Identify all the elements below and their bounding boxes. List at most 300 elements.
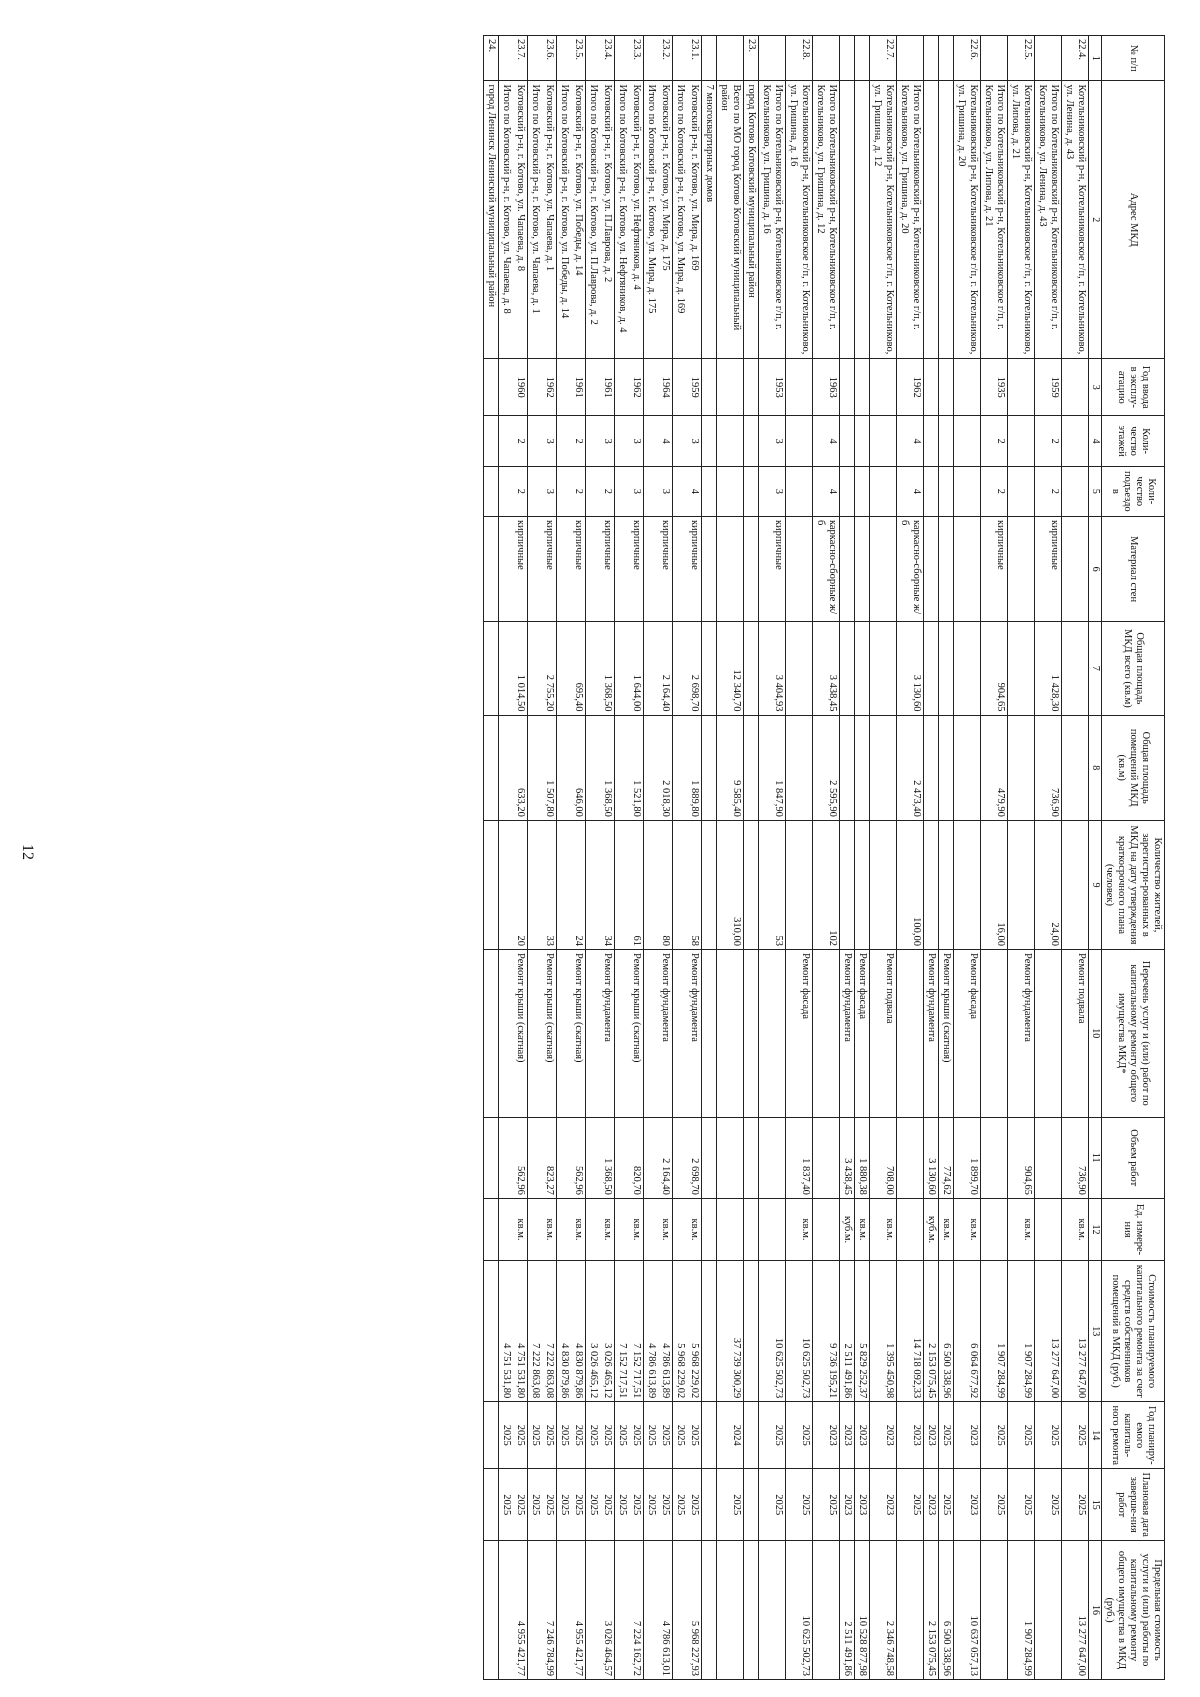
cell-value: 1962 <box>544 376 555 398</box>
cell-value: 14 718 092,33 <box>911 1337 922 1399</box>
cell-value: 2025 <box>515 1424 526 1446</box>
cell-value: 1960 <box>515 376 526 398</box>
cell-limit <box>1035 1541 1062 1680</box>
cell-limit <box>557 1541 586 1680</box>
header-c9: Количество жителей, зарегистри-рованных в МКД на дату утверждения краткосрочного плана (человек) <box>1102 820 1165 949</box>
cell-unit <box>717 1198 744 1260</box>
cell-people <box>702 820 717 949</box>
cell-y2 <box>717 1469 744 1541</box>
cell-y1 <box>717 1402 744 1469</box>
column-number: 7 <box>1089 622 1102 715</box>
page-number: 12 <box>19 844 36 860</box>
cell-value: 23.3. <box>631 39 642 60</box>
cell-floors <box>644 416 673 466</box>
column-number: 8 <box>1089 715 1102 820</box>
cell-value: 2023 <box>842 1424 853 1446</box>
table-body <box>484 36 1089 1680</box>
cell-value: 2025 <box>544 1494 555 1516</box>
cell-subtotal-value: 2025 <box>530 1424 541 1446</box>
cell-y2 <box>840 1469 855 1541</box>
cell-work <box>744 950 759 1118</box>
cell-year <box>744 359 759 416</box>
cell-unit <box>840 1198 855 1260</box>
cell-y2 <box>870 1469 897 1541</box>
cell-value: 3 130,60 <box>926 1158 937 1195</box>
cell-n <box>586 36 615 81</box>
cell-value: 12 340,70 <box>731 669 742 712</box>
cell-total <box>897 622 924 715</box>
cell-value: 22.7. <box>884 39 895 60</box>
cell-wall <box>1008 516 1035 621</box>
cell-vol <box>786 1117 813 1198</box>
cell-addr <box>840 81 855 359</box>
cell-year <box>1035 359 1062 416</box>
cell-vol <box>924 1117 939 1198</box>
cell-total <box>786 622 813 715</box>
cell-subtotal-value: Итого по Котовский р-н, г. Котово, ул. Победы, д. 14 <box>559 84 570 319</box>
cell-value: 2025 <box>631 1424 642 1446</box>
cell-value: 1 014,50 <box>515 674 526 712</box>
cell-value: 562,96 <box>515 1166 526 1195</box>
cell-y2 <box>673 1469 702 1541</box>
cell-area <box>557 715 586 820</box>
cell-value: 5 968 227,93 <box>689 1620 700 1676</box>
cell-value: каркасно-сборные ж/б <box>899 519 922 615</box>
cell-value: 633,20 <box>515 787 526 817</box>
cell-value: Ремонт фундамента <box>602 953 613 1042</box>
cell-cost <box>939 1261 954 1402</box>
cell-y1 <box>1062 1402 1089 1469</box>
cell-value: 2025 <box>941 1424 952 1446</box>
cell-value: 1964 <box>660 376 671 398</box>
cell-value: 1 368,50 <box>602 674 613 712</box>
cell-value: 1 368,50 <box>602 780 613 817</box>
cell-vol <box>499 1117 528 1198</box>
header-c12: Ед. измере-ния <box>1102 1198 1165 1260</box>
cell-area <box>870 715 897 820</box>
cell-value: каркасно-сборные ж/б <box>815 519 838 615</box>
cell-value: 708,00 <box>884 1166 895 1195</box>
cell-cost <box>744 1261 759 1402</box>
cell-work <box>1035 950 1062 1118</box>
table-row <box>528 36 557 1680</box>
cell-year <box>1062 359 1089 416</box>
column-number: 13 <box>1089 1261 1102 1402</box>
cell-subtotal-value: 2025 <box>675 1494 686 1516</box>
cell-wall <box>644 516 673 621</box>
cell-n <box>813 36 840 81</box>
cell-value: кирпичные <box>544 519 555 570</box>
cell-value: 10 625 502,73 <box>800 1337 811 1399</box>
cell-work <box>840 950 855 1118</box>
cell-value: 22.4. <box>1076 39 1087 60</box>
cell-wall <box>586 516 615 621</box>
cell-n <box>897 36 924 81</box>
cell-value: 2023 <box>884 1494 895 1516</box>
cell-year <box>870 359 897 416</box>
table-row <box>557 36 586 1680</box>
cell-value: Всего по МО город Котово Котовский муниципальный район <box>719 84 742 331</box>
cell-value: 23.2. <box>660 39 671 60</box>
cell-cost <box>528 1261 557 1402</box>
cell-value: 13 277 647,00 <box>1049 1337 1060 1399</box>
cell-entr <box>1008 466 1035 516</box>
cell-y1 <box>557 1402 586 1469</box>
cell-value: 2023 <box>968 1424 979 1446</box>
cell-work <box>557 950 586 1118</box>
cell-value: Котовский р-н, г. Котово, ул. Мира, д. 175 <box>660 84 671 271</box>
cell-wall <box>954 516 981 621</box>
cell-value: 3 404,93 <box>773 674 784 712</box>
cell-vol <box>954 1117 981 1198</box>
table-row <box>870 36 897 1680</box>
cell-entr <box>1062 466 1089 516</box>
cell-total <box>673 622 702 715</box>
cell-wall <box>897 516 924 621</box>
cell-value: 2 018,30 <box>660 780 671 817</box>
cell-work <box>586 950 615 1118</box>
cell-y1 <box>1035 1402 1062 1469</box>
cell-value: 2025 <box>800 1494 811 1516</box>
cell-wall <box>528 516 557 621</box>
cell-value: 2025 <box>573 1494 584 1516</box>
cell-value: 2025 <box>1022 1424 1033 1446</box>
table-row <box>1062 36 1089 1680</box>
cell-area <box>954 715 981 820</box>
cell-total <box>1035 622 1062 715</box>
cell-value: кв.м. <box>968 1218 979 1241</box>
cell-entr <box>813 466 840 516</box>
cell-value: 1 889,80 <box>689 780 700 817</box>
cell-y1 <box>586 1402 615 1469</box>
cell-value: кв.м. <box>941 1218 952 1241</box>
cell-limit <box>759 1541 786 1680</box>
cell-y1 <box>644 1402 673 1469</box>
cell-work <box>644 950 673 1118</box>
cell-value: 1961 <box>573 376 584 398</box>
cell-cost <box>855 1261 870 1402</box>
cell-wall <box>484 516 499 621</box>
cell-value: 23.4. <box>602 39 613 60</box>
cell-entr <box>673 466 702 516</box>
cell-n <box>673 36 702 81</box>
cell-value: 3 <box>660 488 671 494</box>
cell-subtotal-value: 2025 <box>588 1424 599 1446</box>
cell-year <box>702 359 717 416</box>
cell-value: 2025 <box>1076 1494 1087 1516</box>
cell-addr <box>1008 81 1035 359</box>
cell-entr <box>870 466 897 516</box>
cell-value: 736,90 <box>1049 787 1060 817</box>
cell-people <box>939 820 954 949</box>
cell-addr <box>499 81 528 359</box>
cell-n <box>855 36 870 81</box>
cell-value: 2025 <box>941 1494 952 1516</box>
cell-cost <box>1008 1261 1035 1402</box>
cell-value: 9 736 195,21 <box>827 1343 838 1399</box>
cell-unit <box>499 1198 528 1260</box>
cell-area <box>981 715 1008 820</box>
cell-year <box>615 359 644 416</box>
cell-value: 2025 <box>602 1494 613 1516</box>
cell-vol <box>981 1117 1008 1198</box>
cell-value: 2025 <box>773 1494 784 1516</box>
cell-value: 3 026 465,12 <box>602 1343 613 1399</box>
cell-value: Ремонт крыши (скатная) <box>544 953 555 1063</box>
cell-value: 2023 <box>857 1494 868 1516</box>
header-c7: Общая площадь МКД всего (кв.м) <box>1102 622 1165 715</box>
cell-value: 2025 <box>1049 1424 1060 1446</box>
column-number: 3 <box>1089 359 1102 416</box>
cell-work <box>759 950 786 1118</box>
header-c11: Объем работ <box>1102 1117 1165 1198</box>
cell-cost <box>717 1261 744 1402</box>
cell-wall <box>744 516 759 621</box>
cell-people <box>855 820 870 949</box>
cell-unit <box>813 1198 840 1260</box>
cell-addr <box>1062 81 1089 359</box>
cell-value: 3 <box>544 488 555 494</box>
cell-value: 23.1. <box>689 39 700 60</box>
cell-year <box>840 359 855 416</box>
cell-entr <box>744 466 759 516</box>
cell-value: 4 <box>660 438 671 444</box>
cell-total <box>1008 622 1035 715</box>
cell-value: кирпичные <box>602 519 613 570</box>
cell-floors <box>586 416 615 466</box>
cell-y1 <box>813 1402 840 1469</box>
cell-addr <box>557 81 586 359</box>
cell-wall <box>499 516 528 621</box>
cell-value: 2025 <box>660 1424 671 1446</box>
cell-addr <box>897 81 924 359</box>
cell-addr <box>717 81 744 359</box>
cell-value: 2 164,40 <box>660 674 671 712</box>
cell-n <box>499 36 528 81</box>
cell-work <box>954 950 981 1118</box>
cell-value: 2 <box>995 438 1006 444</box>
cell-year <box>717 359 744 416</box>
cell-year <box>528 359 557 416</box>
cell-work <box>855 950 870 1118</box>
cell-unit <box>870 1198 897 1260</box>
cell-year <box>954 359 981 416</box>
cell-area <box>759 715 786 820</box>
header-c4: Коли-чество этажей <box>1102 416 1165 466</box>
cell-unit <box>939 1198 954 1260</box>
cell-unit <box>1008 1198 1035 1260</box>
cell-subtotal-value: 2025 <box>675 1424 686 1446</box>
column-number: 12 <box>1089 1198 1102 1260</box>
cell-y2 <box>1062 1469 1089 1541</box>
cell-cost <box>1062 1261 1089 1402</box>
cell-unit <box>759 1198 786 1260</box>
cell-value: 4 786 613,01 <box>660 1620 671 1676</box>
cell-value: 2 153 075,45 <box>926 1620 937 1676</box>
cell-subtotal-value: Итого по Котовский р-н, г. Котово, ул. Чапаева, д. 1 <box>530 84 541 314</box>
cell-year <box>1008 359 1035 416</box>
cell-cost <box>702 1261 717 1402</box>
cell-limit <box>855 1541 870 1680</box>
cell-value: кв.м. <box>602 1218 613 1241</box>
header-row <box>1102 36 1165 1680</box>
cell-value: 7 224 162,72 <box>631 1620 642 1676</box>
cell-floors <box>484 416 499 466</box>
cell-unit <box>855 1198 870 1260</box>
cell-value: 3 <box>689 438 700 444</box>
cell-total <box>1062 622 1089 715</box>
cell-value: 37 739 300,29 <box>731 1337 742 1399</box>
cell-value: 2 511 491,86 <box>842 1621 853 1676</box>
cell-value: 2 755,20 <box>544 674 555 712</box>
cell-limit <box>499 1541 528 1680</box>
cell-total <box>840 622 855 715</box>
cell-cost <box>870 1261 897 1402</box>
cell-value: кв.м. <box>857 1218 868 1241</box>
cell-value: кв.м. <box>800 1218 811 1241</box>
cell-value: 34 <box>602 935 613 947</box>
cell-unit <box>981 1198 1008 1260</box>
cell-value: кв.м. <box>660 1218 671 1241</box>
cell-entr <box>702 466 717 516</box>
cell-limit <box>484 1541 499 1680</box>
cell-wall <box>924 516 939 621</box>
cell-floors <box>557 416 586 466</box>
cell-unit <box>644 1198 673 1260</box>
cell-value: 2025 <box>660 1494 671 1516</box>
cell-n <box>870 36 897 81</box>
cell-value: 23.5. <box>573 39 584 60</box>
cell-limit <box>1008 1541 1035 1680</box>
cell-y2 <box>759 1469 786 1541</box>
cell-y2 <box>897 1469 924 1541</box>
cell-work <box>924 950 939 1118</box>
cell-value: кв.м. <box>1022 1218 1033 1241</box>
header-c15: Плановая дата заверше-ния работ <box>1102 1469 1165 1541</box>
cell-value: 695,40 <box>573 682 584 712</box>
cell-value: 1 880,38 <box>857 1158 868 1195</box>
cell-value: 2023 <box>884 1424 895 1446</box>
cell-total <box>744 622 759 715</box>
cell-vol <box>744 1117 759 1198</box>
cell-y2 <box>954 1469 981 1541</box>
cell-subtotal-value: 2025 <box>588 1494 599 1516</box>
header-c8: Общая площадь помещений МКД (кв.м) <box>1102 715 1165 820</box>
cell-value: 1 899,70 <box>968 1158 979 1195</box>
cell-value: 1 907 284,99 <box>995 1343 1006 1399</box>
cell-value: 1 507,80 <box>544 780 555 817</box>
cell-y2 <box>484 1469 499 1541</box>
cell-n <box>924 36 939 81</box>
cell-entr <box>981 466 1008 516</box>
cell-subtotal-value: 2025 <box>617 1494 628 1516</box>
cell-addr <box>924 81 939 359</box>
cell-entr <box>1035 466 1062 516</box>
column-number: 2 <box>1089 81 1102 359</box>
cell-value: 3 026 464,57 <box>602 1620 613 1676</box>
table-row <box>981 36 1008 1680</box>
cell-value: 53 <box>773 935 784 947</box>
cell-vol <box>1008 1117 1035 1198</box>
cell-floors <box>954 416 981 466</box>
cell-addr <box>939 81 954 359</box>
cell-value: 2 153 075,45 <box>926 1343 937 1399</box>
cell-value: 23.6. <box>544 39 555 60</box>
cell-value: кирпичные <box>689 519 700 570</box>
table-row <box>924 36 939 1680</box>
cell-value: 904,65 <box>1022 1166 1033 1195</box>
cell-value: 904,65 <box>995 682 1006 712</box>
cell-year <box>759 359 786 416</box>
cell-floors <box>813 416 840 466</box>
cell-floors <box>855 416 870 466</box>
cell-people <box>528 820 557 949</box>
cell-entr <box>615 466 644 516</box>
cell-area <box>702 715 717 820</box>
cell-y1 <box>702 1402 717 1469</box>
cell-vol <box>717 1117 744 1198</box>
cell-floors <box>1035 416 1062 466</box>
cell-value: Ремонт фундамента <box>660 953 671 1042</box>
cell-entr <box>644 466 673 516</box>
table-row <box>484 36 499 1680</box>
table-row <box>644 36 673 1680</box>
cell-value: 1 368,50 <box>602 1158 613 1195</box>
cell-work <box>615 950 644 1118</box>
cell-vol <box>855 1117 870 1198</box>
cell-value: 100,00 <box>911 917 922 947</box>
cell-people <box>1062 820 1089 949</box>
cell-value: куб.м. <box>842 1215 853 1244</box>
cell-value: Котовский р-н, г. Котово, ул. П.Лаврова, д. 2 <box>602 84 613 283</box>
cell-value: 2 698,70 <box>689 1158 700 1195</box>
repair-plan-table <box>483 35 1165 1680</box>
cell-area <box>786 715 813 820</box>
cell-entr <box>840 466 855 516</box>
cell-y1 <box>954 1402 981 1469</box>
column-number: 6 <box>1089 516 1102 621</box>
cell-limit <box>786 1541 813 1680</box>
cell-vol <box>840 1117 855 1198</box>
cell-wall <box>840 516 855 621</box>
cell-vol <box>813 1117 840 1198</box>
cell-value: 7 222 863,08 <box>544 1343 555 1399</box>
cell-people <box>759 820 786 949</box>
cell-total <box>557 622 586 715</box>
cell-work <box>717 950 744 1118</box>
table-row <box>702 36 717 1680</box>
cell-value: 2025 <box>689 1494 700 1516</box>
cell-wall <box>717 516 744 621</box>
cell-year <box>924 359 939 416</box>
header-c2: Адрес МКД <box>1102 81 1165 359</box>
cell-value: 3 <box>631 488 642 494</box>
cell-y2 <box>855 1469 870 1541</box>
cell-value: 2025 <box>573 1424 584 1446</box>
cell-y1 <box>615 1402 644 1469</box>
cell-value: город Ленинск Ленинский муниципальный район <box>486 84 497 308</box>
cell-limit <box>744 1541 759 1680</box>
cell-unit <box>586 1198 615 1260</box>
cell-value: кв.м. <box>689 1218 700 1241</box>
cell-y1 <box>855 1402 870 1469</box>
cell-year <box>939 359 954 416</box>
cell-limit <box>717 1541 744 1680</box>
cell-value: 10 637 057,13 <box>968 1615 979 1676</box>
cell-limit <box>924 1541 939 1680</box>
cell-floors <box>939 416 954 466</box>
cell-unit <box>673 1198 702 1260</box>
